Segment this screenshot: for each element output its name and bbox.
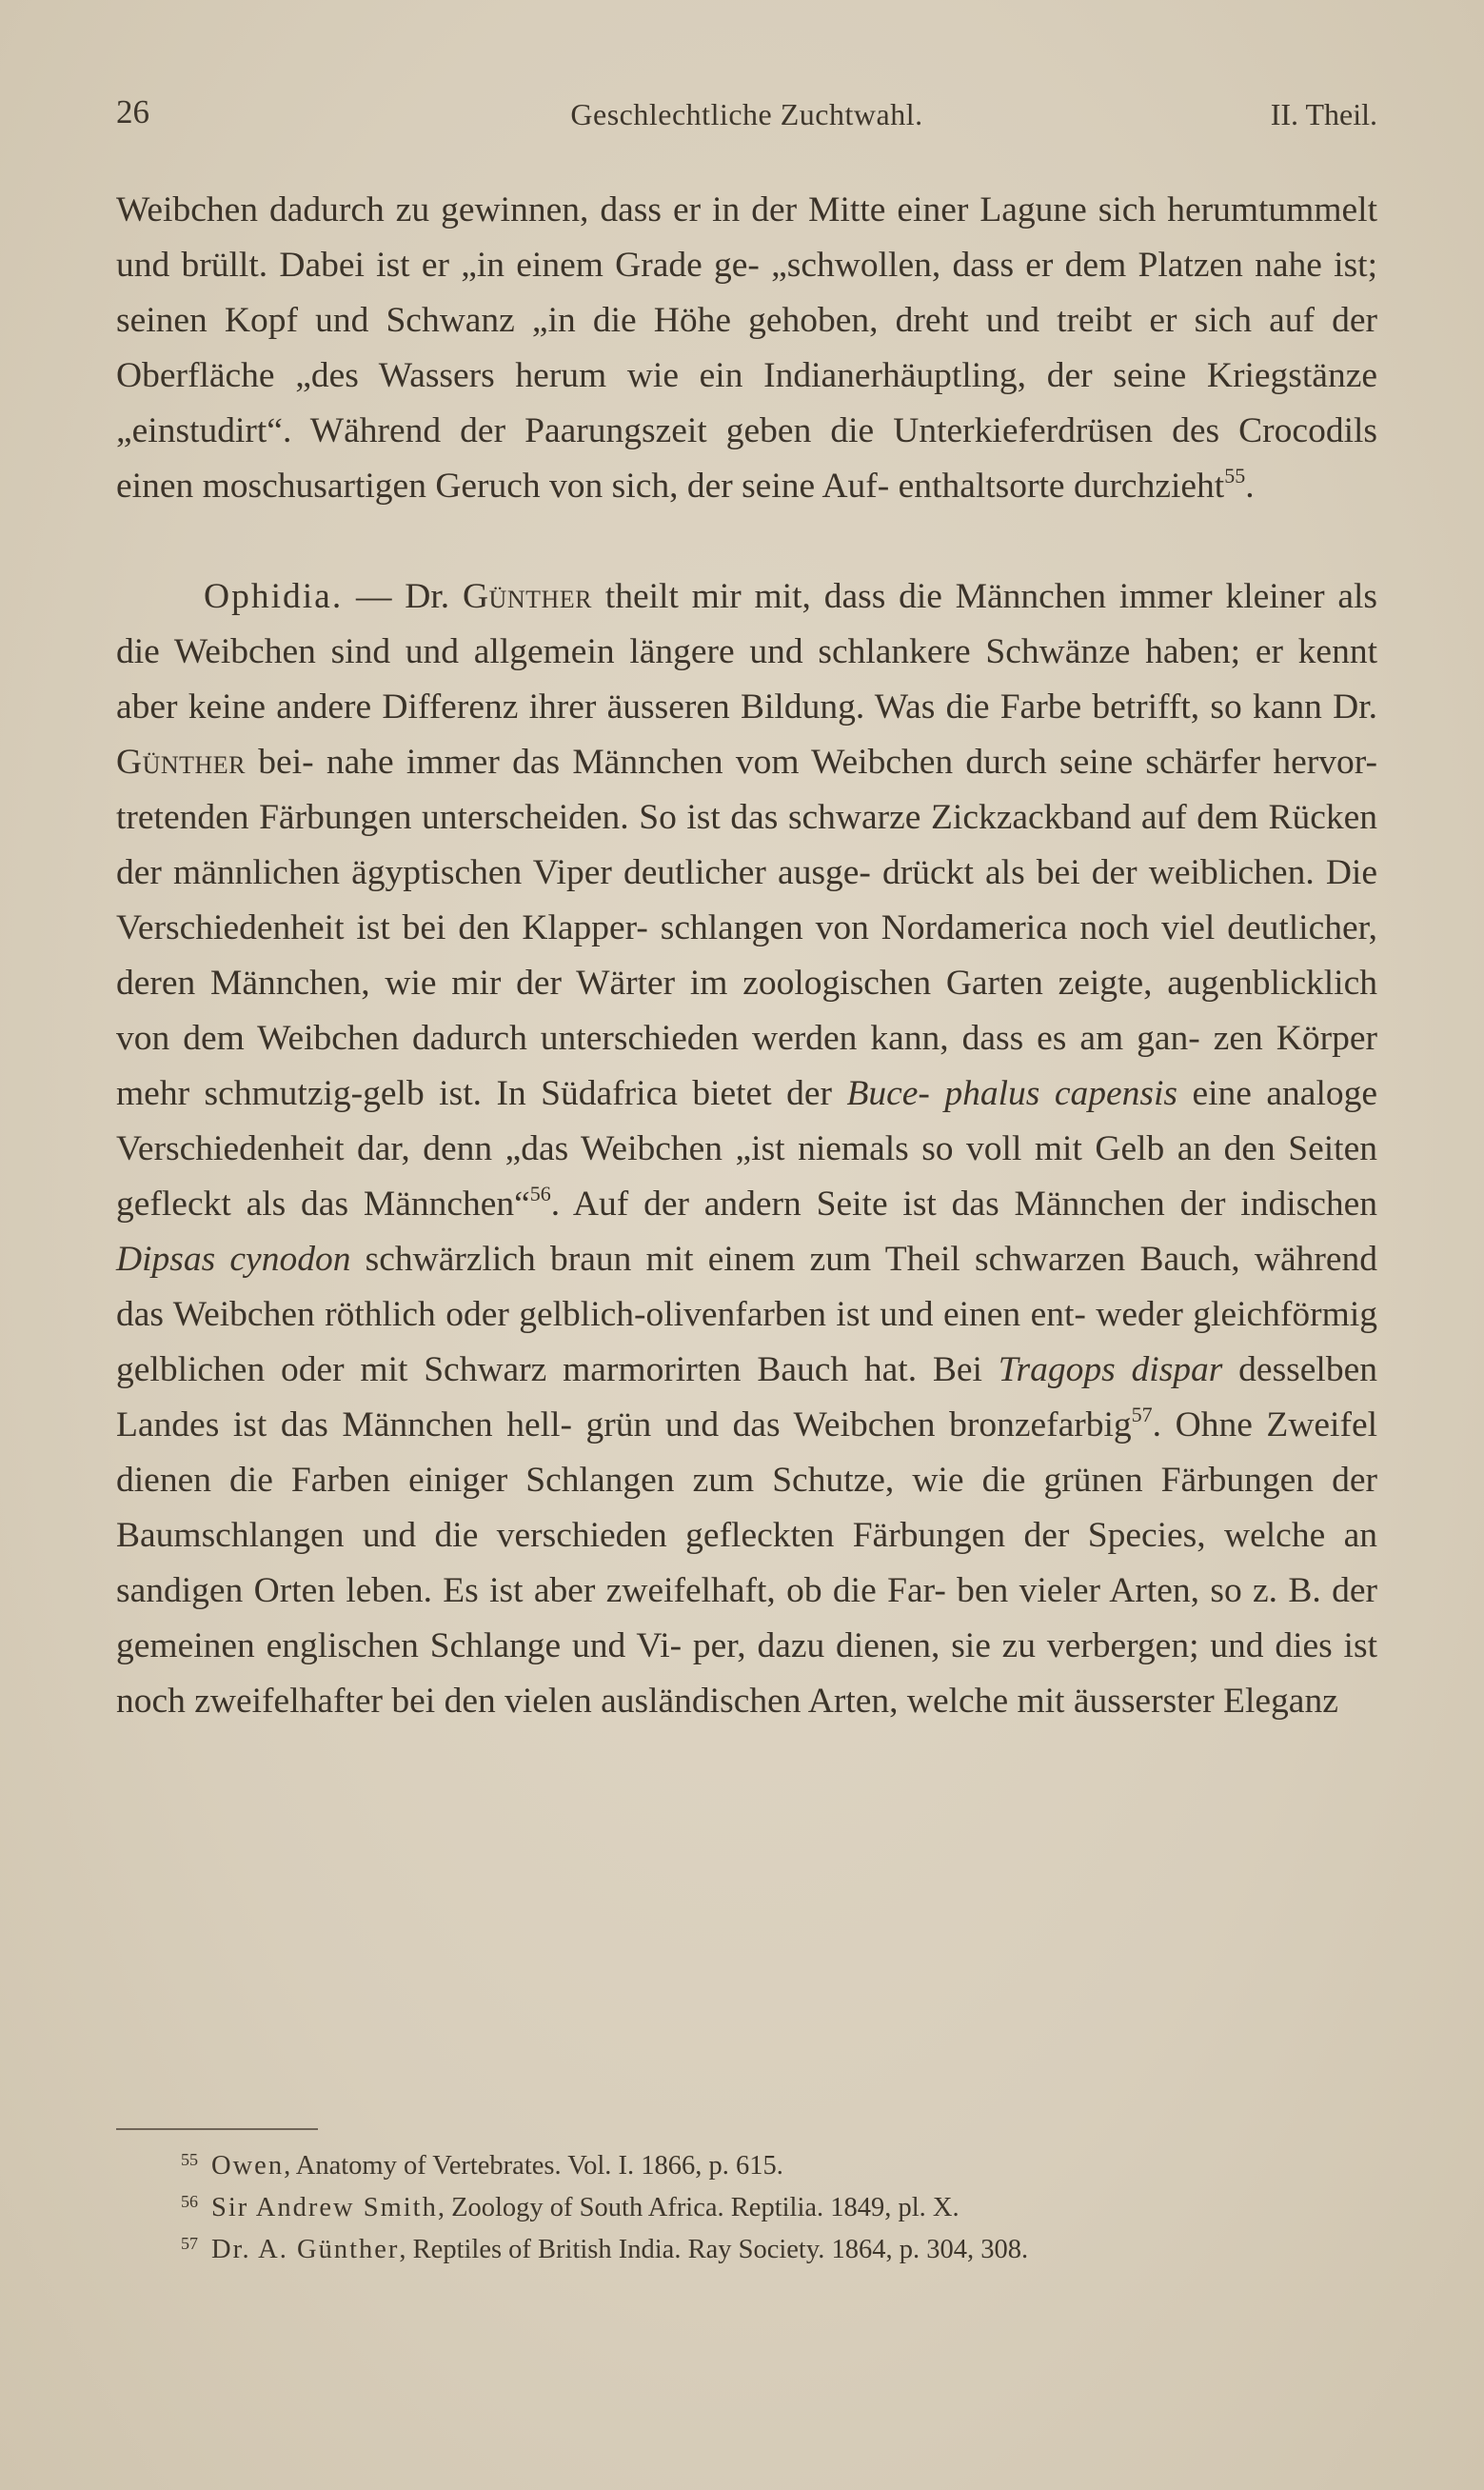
- footnote-divider: [116, 2128, 318, 2130]
- page-number: 26: [116, 93, 149, 130]
- p2-s7: desselben Landes ist das Männchen hell- grün und das Weibchen bronzefarbig: [116, 1350, 1377, 1444]
- p2-s8: . Ohne Zweifel dienen die Farben einiger Schlangen zum Schutze, wie die grünen Färbungen der Baumschlangen und die verschieden gefleckten Färbungen der Species, welche an sandigen Orten leben. Es ist aber zweifelhaft, ob die Far- ben vieler Arten, so z. B. der gemeinen englischen Schlange und Vi- per, dazu dienen, sie zu verbergen; und dies ist noch zweifelhafter bei den vielen ausländischen Arten, welche mit äusserster Eleganz: [116, 1405, 1378, 1721]
- p2-s1: — Dr.: [343, 577, 463, 616]
- footnote-author: Dr. A. Günther: [211, 2235, 400, 2264]
- running-title: Geschlechtliche Zuchtwahl.: [570, 97, 923, 131]
- section-heading-ophidia: Ophidia.: [204, 577, 344, 616]
- species-dipsas: Dipsas cynodon: [116, 1240, 351, 1279]
- part-label: II. Theil.: [1270, 97, 1377, 131]
- paragraph1-end: .: [1245, 467, 1255, 506]
- footnote-57: [181, 2229, 1377, 2271]
- footnote-author: Owen: [211, 2151, 285, 2181]
- footnote-author: Sir Andrew Smith: [211, 2193, 438, 2222]
- footnote-text: , Anatomy of Vertebrates. Vol. I. 1866, p. 615.: [284, 2151, 783, 2181]
- page-header: [116, 93, 1377, 143]
- footnote-55: [181, 2145, 1377, 2187]
- body-text: [116, 183, 1377, 1729]
- footnote-number: 55: [181, 2150, 198, 2169]
- footnote-text: , Reptiles of British India. Ray Society. 1864, p. 304, 308.: [399, 2235, 1029, 2264]
- footnote-ref-56: 56: [529, 1182, 551, 1205]
- paragraph1-text: Weibchen dadurch zu gewinnen, dass er in der Mitte einer Lagune sich herumtummelt und brüllt. Dabei ist er „in einem Grade ge- „schwollen, dass er dem Platzen nahe ist; seinen Kopf und Schwanz „in die Höhe gehoben, dreht und treibt er sich auf der Oberfläche „des Wassers herum wie ein Indianerhäuptling, der seine Kriegstänze „einstudirt“. Während der Paarungszeit geben die Unterkieferdrüsen des Crocodils einen moschusartigen Geruch von sich, der seine Auf- enthaltsorte durchzieht: [116, 190, 1377, 506]
- footnotes: [181, 2145, 1377, 2271]
- paragraph-crocodile: [116, 183, 1377, 514]
- author-name-guenther: Günther: [462, 577, 592, 616]
- footnote-ref-55: 55: [1224, 464, 1246, 488]
- footnote-56: [181, 2187, 1377, 2229]
- p2-s6: schwärzlich braun mit einem zum Theil schwarzen Bauch, während das Weibchen röthlich oder gelblich-olivenfarben ist und einen ent- weder gleichförmig gelblichen oder mit Schwarz marmorirten Bauch hat. Bei: [116, 1240, 1378, 1389]
- p2-s4: eine analoge Verschiedenheit dar, denn „das Weibchen „ist niemals so voll mit Gelb an den Seiten gefleckt als das Männchen“: [116, 1074, 1378, 1224]
- footnote-number: 57: [181, 2234, 198, 2253]
- footnote-text: , Zoology of South Africa. Reptilia. 1849, pl. X.: [437, 2193, 960, 2222]
- p2-s2: theilt mir mit, dass die Männchen immer kleiner als die Weibchen sind und allgemein längere und schlankere Schwänze haben; er kennt aber keine andere Differenz ihrer äusseren Bildung. Was die Farbe betrifft, so kann Dr.: [116, 577, 1378, 727]
- p2-s3: bei- nahe immer das Männchen vom Weibchen durch seine schärfer hervor- tretenden Färbungen unterscheiden. So ist das schwarze Zickzackband auf dem Rücken der männlichen ägyptischen Viper deutlicher ausge- drückt als bei der weiblichen. Die Verschiedenheit ist bei den Klapper- schlangen von Nordamerica noch viel deutlicher, deren Männchen, wie mir der Wärter im zoologischen Garten zeigte, augenblicklich von dem Weibchen dadurch unterschieden werden kann, dass es am gan- zen Körper mehr schmutzig-gelb ist. In Südafrica bietet der: [116, 743, 1377, 1113]
- footnote-number: 56: [181, 2192, 198, 2211]
- species-bucephalus: Buce- phalus capensis: [846, 1074, 1177, 1113]
- paragraph-ophidia: [116, 569, 1377, 1729]
- species-tragops: Tragops dispar: [998, 1350, 1223, 1389]
- p2-s5: . Auf der andern Seite ist das Männchen der indischen: [550, 1185, 1378, 1224]
- author-name-guenther-2: Günther: [116, 743, 247, 782]
- footnote-ref-57: 57: [1131, 1403, 1153, 1426]
